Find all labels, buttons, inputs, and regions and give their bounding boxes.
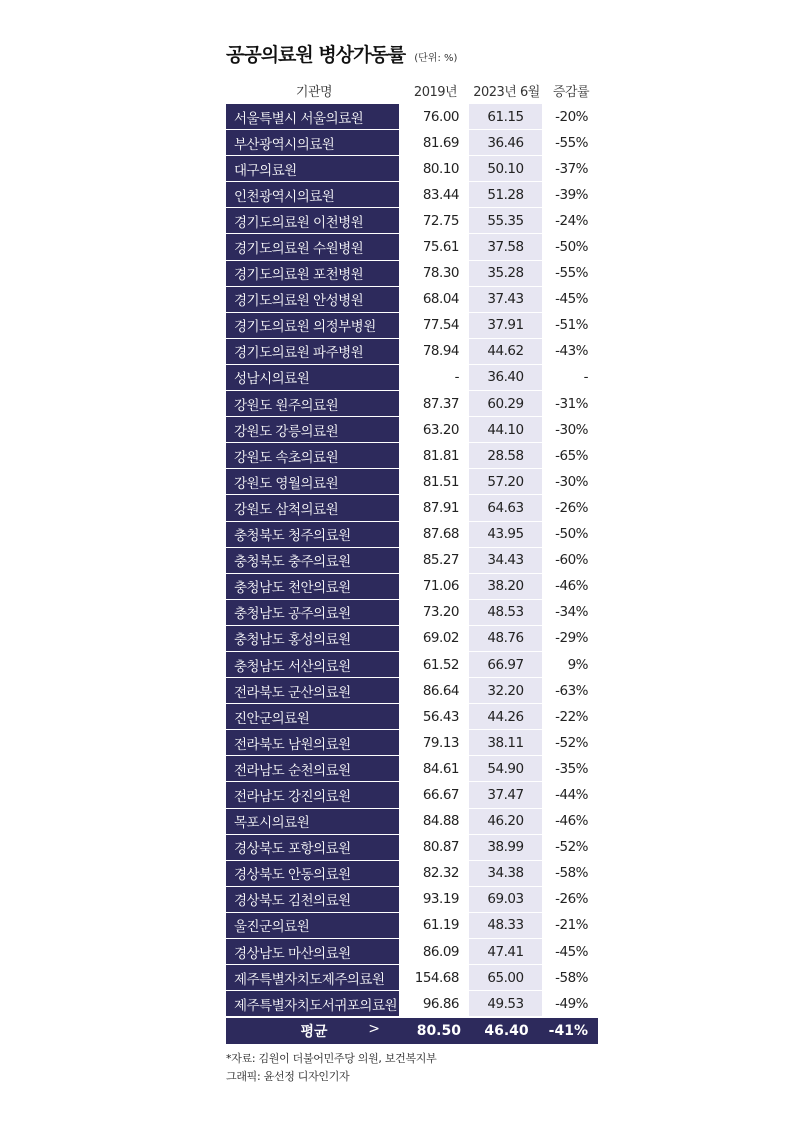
rate-2019: 93.19: [402, 887, 469, 913]
change-rate: -43%: [544, 339, 598, 365]
rate-2023-june: 55.35: [469, 208, 544, 234]
rate-2023-june: 44.62: [469, 339, 544, 365]
table-row: [226, 443, 598, 469]
table-row: [226, 991, 598, 1017]
hospital-name: 부산광역시의료원: [226, 130, 402, 156]
rate-2019: 86.64: [402, 678, 469, 704]
average-label-cell: [226, 1021, 402, 1041]
rate-2023-june: 37.58: [469, 234, 544, 260]
rate-2019: 75.61: [402, 234, 469, 260]
hospital-name: 강원도 영월의료원: [226, 469, 402, 495]
table-row: [226, 887, 598, 913]
change-rate: -52%: [544, 730, 598, 756]
change-rate: -50%: [544, 234, 598, 260]
table-row: [226, 626, 598, 652]
rate-2019: 61.52: [402, 652, 469, 678]
rate-2023-june: 38.99: [469, 835, 544, 861]
rate-2023-june: 65.00: [469, 965, 544, 991]
rate-2019: 83.44: [402, 182, 469, 208]
table-row: [226, 156, 598, 182]
rate-2019: 78.30: [402, 261, 469, 287]
table-row: [226, 756, 598, 782]
table-row: [226, 287, 598, 313]
table-row: [226, 809, 598, 835]
hospital-name: 강원도 삼척의료원: [226, 495, 402, 521]
hospital-name: 성남시의료원: [226, 365, 402, 391]
hospital-name: 충청남도 서산의료원: [226, 652, 402, 678]
hospital-name: 경상북도 김천의료원: [226, 887, 402, 913]
rate-2023-june: 43.95: [469, 522, 544, 548]
table-row: [226, 965, 598, 991]
rate-2019: 80.87: [402, 835, 469, 861]
change-rate: -21%: [544, 913, 598, 939]
change-rate: -35%: [544, 756, 598, 782]
graphic-credit: 그래픽: 윤선정 디자인기자: [226, 1070, 350, 1083]
rate-2019: 87.91: [402, 495, 469, 521]
rate-2023-june: 47.41: [469, 939, 544, 965]
header-2023: 2023년 6월: [473, 84, 540, 100]
unit-label: (단위: %): [414, 53, 458, 64]
rate-2019: 68.04: [402, 287, 469, 313]
table-row: [226, 600, 598, 626]
hospital-name: 강원도 속초의료원: [226, 443, 402, 469]
rate-2023-june: 37.47: [469, 782, 544, 808]
rate-2023-june: 34.43: [469, 548, 544, 574]
change-rate: -45%: [544, 287, 598, 313]
rate-2023-june: 44.26: [469, 704, 544, 730]
hospital-name: 강원도 원주의료원: [226, 391, 402, 417]
change-rate: 9%: [544, 652, 598, 678]
rate-2023-june: 46.20: [469, 809, 544, 835]
hospital-name: 진안군의료원: [226, 704, 402, 730]
hospital-name: 충청남도 천안의료원: [226, 574, 402, 600]
rate-2023-june: 51.28: [469, 182, 544, 208]
rate-2019: 87.37: [402, 391, 469, 417]
hospital-name: 대구의료원: [226, 156, 402, 182]
rate-2019: 61.19: [402, 913, 469, 939]
rate-2019: 66.67: [402, 782, 469, 808]
table-row: [226, 730, 598, 756]
change-rate: -37%: [544, 156, 598, 182]
hospital-name: 경기도의료원 포천병원: [226, 261, 402, 287]
table-row: [226, 182, 598, 208]
change-rate: -45%: [544, 939, 598, 965]
rate-2019: 86.09: [402, 939, 469, 965]
rate-2023-june: 48.76: [469, 626, 544, 652]
hospital-name: 제주특별자치도제주의료원: [226, 965, 402, 991]
table-row: [226, 469, 598, 495]
rate-2019: 79.13: [402, 730, 469, 756]
rate-2023-june: 44.10: [469, 417, 544, 443]
hospital-name: 전라남도 순천의료원: [226, 756, 402, 782]
change-rate: -29%: [544, 626, 598, 652]
average-2019: 80.50: [416, 1023, 461, 1039]
table-row: [226, 313, 598, 339]
change-rate: -26%: [544, 495, 598, 521]
hospital-name: 충청남도 홍성의료원: [226, 626, 402, 652]
hospital-name: 경기도의료원 이천병원: [226, 208, 402, 234]
rate-2023-june: 36.40: [469, 365, 544, 391]
table-row: [226, 339, 598, 365]
change-rate: -46%: [544, 809, 598, 835]
rate-2023-june: 49.53: [469, 991, 544, 1017]
hospital-name: 경상북도 포항의료원: [226, 835, 402, 861]
rate-2023-june: 57.20: [469, 469, 544, 495]
rate-2023-june: 69.03: [469, 887, 544, 913]
table-header: [226, 78, 598, 102]
rate-2023-june: 50.10: [469, 156, 544, 182]
table-row: [226, 391, 598, 417]
source-note: *자료: 김원이 더불어민주당 의원, 보건복지부: [226, 1052, 437, 1065]
hospital-name: 충청북도 충주의료원: [226, 548, 402, 574]
change-rate: -39%: [544, 182, 598, 208]
average-2023: 46.40: [484, 1023, 529, 1039]
rate-2019: 80.10: [402, 156, 469, 182]
change-rate: -55%: [544, 130, 598, 156]
rate-2019: 87.68: [402, 522, 469, 548]
hospital-name: 서울특별시 서울의료원: [226, 104, 402, 130]
hospital-name: 전라북도 군산의료원: [226, 678, 402, 704]
change-rate: -63%: [544, 678, 598, 704]
hospital-name: 전라남도 강진의료원: [226, 782, 402, 808]
rate-2019: 154.68: [402, 965, 469, 991]
rate-2023-june: 60.29: [469, 391, 544, 417]
change-rate: -46%: [544, 574, 598, 600]
rate-2023-june: 37.43: [469, 287, 544, 313]
table-row: [226, 104, 598, 130]
table-body: [226, 104, 598, 1017]
rate-2019: -: [402, 365, 469, 391]
change-rate: -52%: [544, 835, 598, 861]
table-row: [226, 522, 598, 548]
table-row: [226, 574, 598, 600]
average-label: 평균: [300, 1024, 328, 1040]
hospital-name: 경기도의료원 의정부병원: [226, 313, 402, 339]
header-change: 증감률: [552, 84, 590, 100]
header-2019: 2019년: [413, 84, 458, 100]
change-rate: -30%: [544, 417, 598, 443]
rate-2023-june: 32.20: [469, 678, 544, 704]
rate-2019: 76.00: [402, 104, 469, 130]
hospital-name: 경상남도 마산의료원: [226, 939, 402, 965]
change-rate: -60%: [544, 548, 598, 574]
chart-title-block: [226, 40, 457, 67]
hospital-name: 울진군의료원: [226, 913, 402, 939]
change-rate: -51%: [544, 313, 598, 339]
table-row: [226, 208, 598, 234]
rate-2019: 73.20: [402, 600, 469, 626]
rate-2023-june: 28.58: [469, 443, 544, 469]
change-rate: -55%: [544, 261, 598, 287]
table-row: [226, 782, 598, 808]
rate-2019: 69.02: [402, 626, 469, 652]
hospital-name: 전라북도 남원의료원: [226, 730, 402, 756]
hospital-name: 경기도의료원 안성병원: [226, 287, 402, 313]
rate-2019: 72.75: [402, 208, 469, 234]
hospital-name: 경기도의료원 수원병원: [226, 234, 402, 260]
change-rate: -24%: [544, 208, 598, 234]
chart-title: 공공의료원 병상가동률: [226, 44, 406, 66]
change-rate: -31%: [544, 391, 598, 417]
rate-2023-june: 37.91: [469, 313, 544, 339]
rate-2019: 63.20: [402, 417, 469, 443]
hospital-name: 경상북도 안동의료원: [226, 861, 402, 887]
average-change: -41%: [548, 1023, 588, 1039]
rate-2023-june: 48.33: [469, 913, 544, 939]
rate-2023-june: 61.15: [469, 104, 544, 130]
change-rate: -65%: [544, 443, 598, 469]
hospital-name: 인천광역시의료원: [226, 182, 402, 208]
rate-2023-june: 64.63: [469, 495, 544, 521]
hospital-name: 목포시의료원: [226, 809, 402, 835]
rate-2019: 85.27: [402, 548, 469, 574]
table-row: [226, 939, 598, 965]
hospital-name: 경기도의료원 파주병원: [226, 339, 402, 365]
table-row: [226, 678, 598, 704]
change-rate: -: [544, 365, 598, 391]
hospital-name: 강원도 강릉의료원: [226, 417, 402, 443]
rate-2023-june: 54.90: [469, 756, 544, 782]
rate-2023-june: 38.20: [469, 574, 544, 600]
rate-2019: 81.69: [402, 130, 469, 156]
rate-2019: 78.94: [402, 339, 469, 365]
table-row: [226, 652, 598, 678]
change-rate: -58%: [544, 861, 598, 887]
rate-2019: 82.32: [402, 861, 469, 887]
change-rate: -30%: [544, 469, 598, 495]
change-rate: -44%: [544, 782, 598, 808]
table-row: [226, 861, 598, 887]
change-rate: -49%: [544, 991, 598, 1017]
average-row: [226, 1018, 598, 1044]
change-rate: -58%: [544, 965, 598, 991]
table-row: [226, 495, 598, 521]
rate-2023-june: 66.97: [469, 652, 544, 678]
change-rate: -22%: [544, 704, 598, 730]
rate-2019: 84.61: [402, 756, 469, 782]
rate-2019: 84.88: [402, 809, 469, 835]
table-row: [226, 365, 598, 391]
hospital-name: 충청남도 공주의료원: [226, 600, 402, 626]
rate-2023-june: 34.38: [469, 861, 544, 887]
table-row: [226, 704, 598, 730]
table-row: [226, 913, 598, 939]
header-name: 기관명: [295, 84, 333, 100]
rate-2023-june: 48.53: [469, 600, 544, 626]
change-rate: -26%: [544, 887, 598, 913]
rate-2019: 96.86: [402, 991, 469, 1017]
rate-2019: 56.43: [402, 704, 469, 730]
rate-2023-june: 38.11: [469, 730, 544, 756]
change-rate: -20%: [544, 104, 598, 130]
table-row: [226, 261, 598, 287]
rate-2019: 71.06: [402, 574, 469, 600]
table-row: [226, 234, 598, 260]
rate-2019: 81.81: [402, 443, 469, 469]
rate-2023-june: 36.46: [469, 130, 544, 156]
rate-2019: 81.51: [402, 469, 469, 495]
table-row: [226, 130, 598, 156]
rate-2019: 77.54: [402, 313, 469, 339]
table-row: [226, 835, 598, 861]
average-arrow: >: [368, 1021, 380, 1037]
hospital-name: 충청북도 청주의료원: [226, 522, 402, 548]
table-row: [226, 417, 598, 443]
change-rate: -50%: [544, 522, 598, 548]
rate-2023-june: 35.28: [469, 261, 544, 287]
table-row: [226, 548, 598, 574]
hospital-name: 제주특별자치도서귀포의료원: [226, 991, 402, 1017]
change-rate: -34%: [544, 600, 598, 626]
